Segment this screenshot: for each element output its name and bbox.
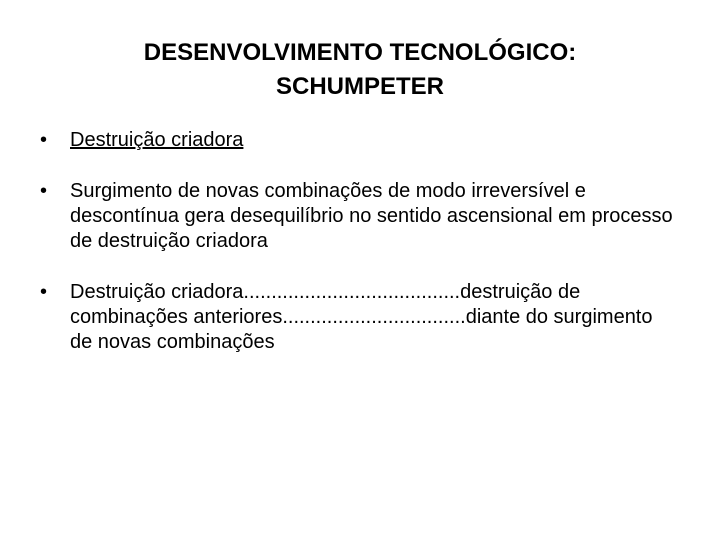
bullet-item bbox=[40, 128, 680, 153]
bullet-icon: • bbox=[40, 180, 48, 202]
bullet-text: Destruição criadora.......................................destruição de combinações anteriores.................................diante do surgimento de novas combinações bbox=[70, 281, 653, 353]
bullet-list bbox=[40, 128, 680, 355]
bullet-icon: • bbox=[40, 281, 48, 303]
bullet-text: Destruição criadora bbox=[70, 129, 244, 151]
slide-title bbox=[60, 36, 660, 104]
title-line-1: DESENVOLVIMENTO TECNOLÓGICO: bbox=[143, 39, 577, 66]
bullet-text: Surgimento de novas combinações de modo irreversível e descontínua gera desequilíbrio no sentido ascensional em processo de destruição criadora bbox=[70, 180, 673, 252]
bullet-item bbox=[40, 179, 680, 254]
bullet-icon: • bbox=[40, 129, 48, 151]
title-line-2: SCHUMPETER bbox=[275, 73, 444, 100]
bullet-item bbox=[40, 280, 680, 355]
